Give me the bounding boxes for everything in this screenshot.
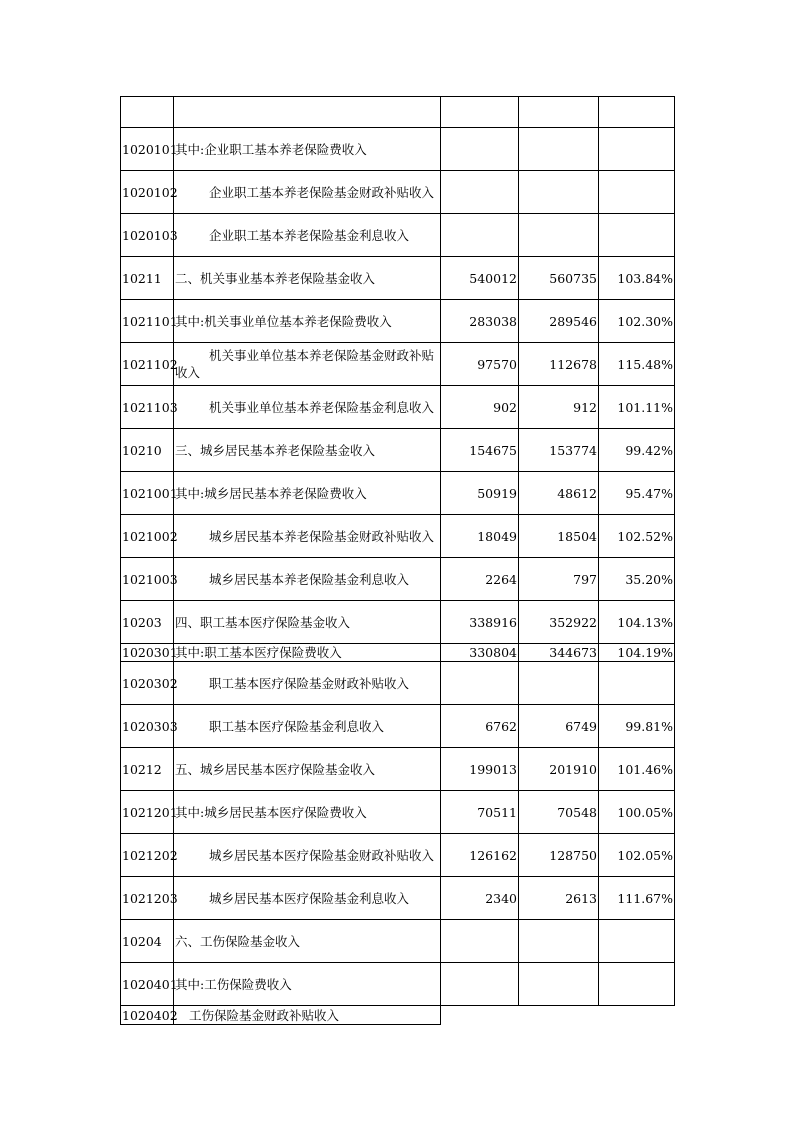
item-name-text: 机关事业单位基本养老保险基金财政补贴收入 — [175, 348, 435, 380]
item-name-cell — [174, 1006, 441, 1025]
code-cell: 1021201 — [121, 791, 174, 834]
percent-cell: 35.20% — [599, 558, 675, 601]
code-cell: 1020102 — [121, 171, 174, 214]
item-name-cell — [174, 171, 441, 214]
code-cell: 10210 — [121, 429, 174, 472]
percent-cell: 95.47% — [599, 472, 675, 515]
item-name-text: 城乡居民基本医疗保险基金财政补贴收入 — [209, 847, 435, 863]
item-name-cell: 其中:城乡居民基本医疗保险费收入 — [174, 791, 441, 834]
item-name-cell: 六、工伤保险基金收入 — [174, 920, 441, 963]
value-2-cell: 48612 — [519, 472, 599, 515]
table-row — [121, 214, 675, 257]
percent-cell — [599, 963, 675, 1006]
value-1-cell: 330804 — [441, 644, 519, 662]
value-2-cell: 2613 — [519, 877, 599, 920]
code-cell: 1020402 — [122, 1007, 178, 1023]
table-row — [121, 662, 675, 705]
percent-cell: 104.13% — [599, 601, 675, 644]
item-name-cell — [174, 214, 441, 257]
value-1-cell: 199013 — [441, 748, 519, 791]
item-name-text: 城乡居民基本养老保险基金利息收入 — [209, 571, 410, 587]
value-1-cell: 902 — [441, 386, 519, 429]
item-name-cell: 其中:机关事业单位基本养老保险费收入 — [174, 300, 441, 343]
table-row — [121, 834, 675, 877]
code-cell: 1020301 — [122, 645, 178, 660]
value-1-cell: 50919 — [441, 472, 519, 515]
value-2-cell — [519, 97, 599, 128]
value-1-cell — [441, 214, 519, 257]
value-1-cell: 283038 — [441, 300, 519, 343]
table-row — [121, 920, 675, 963]
table-row — [121, 257, 675, 300]
item-name-text: 城乡居民基本养老保险基金财政补贴收入 — [209, 528, 435, 544]
item-name-cell: 二、机关事业基本养老保险基金收入 — [174, 257, 441, 300]
item-name-text: 城乡居民基本医疗保险基金利息收入 — [209, 890, 410, 906]
value-1-cell: 97570 — [441, 343, 519, 386]
item-name-cell — [174, 515, 441, 558]
value-1-cell — [441, 1006, 519, 1025]
percent-cell: 99.81% — [599, 705, 675, 748]
item-name-text: 工伤保险基金财政补贴收入 — [189, 1007, 340, 1023]
item-name-cell: 其中:职工基本医疗保险费收入 — [174, 644, 441, 662]
value-2-cell: 128750 — [519, 834, 599, 877]
item-name-cell — [174, 343, 441, 386]
budget-table — [120, 96, 675, 1025]
value-2-cell: 912 — [519, 386, 599, 429]
value-1-cell: 338916 — [441, 601, 519, 644]
value-1-cell — [441, 171, 519, 214]
percent-cell — [599, 1006, 675, 1025]
value-1-cell: 2264 — [441, 558, 519, 601]
table-row — [121, 1006, 675, 1025]
code-cell: 1020303 — [121, 705, 174, 748]
item-name-cell: 其中:工伤保险费收入 — [174, 963, 441, 1006]
value-1-cell — [441, 97, 519, 128]
percent-cell: 102.52% — [599, 515, 675, 558]
value-1-cell: 18049 — [441, 515, 519, 558]
table-row — [121, 558, 675, 601]
percent-cell — [599, 97, 675, 128]
percent-cell — [599, 920, 675, 963]
value-1-cell — [441, 662, 519, 705]
code-cell: 1020401 — [121, 963, 174, 1006]
table-row — [121, 963, 675, 1006]
value-2-cell: 153774 — [519, 429, 599, 472]
value-2-cell — [519, 963, 599, 1006]
value-2-cell: 344673 — [519, 644, 599, 662]
item-name-cell: 其中:企业职工基本养老保险费收入 — [174, 128, 441, 171]
table-row — [121, 791, 675, 834]
code-cell: 1020101 — [121, 128, 174, 171]
percent-cell: 99.42% — [599, 429, 675, 472]
table-row — [121, 429, 675, 472]
code-cell: 1021102 — [121, 343, 174, 386]
item-name-cell: 四、职工基本医疗保险基金收入 — [174, 601, 441, 644]
table-row — [121, 748, 675, 791]
item-name-cell: 其中:城乡居民基本养老保险费收入 — [174, 472, 441, 515]
item-name-cell: 三、城乡居民基本养老保险基金收入 — [174, 429, 441, 472]
percent-cell — [599, 214, 675, 257]
item-name-text: 职工基本医疗保险基金财政补贴收入 — [209, 675, 410, 691]
percent-cell: 102.30% — [599, 300, 675, 343]
item-name-cell — [174, 97, 441, 128]
value-2-cell — [519, 662, 599, 705]
value-2-cell: 560735 — [519, 257, 599, 300]
code-cell: 1021202 — [121, 834, 174, 877]
code-cell: 1021101 — [121, 300, 174, 343]
table-row — [121, 877, 675, 920]
code-cell: 10204 — [121, 920, 174, 963]
item-name-cell: 五、城乡居民基本医疗保险基金收入 — [174, 748, 441, 791]
value-2-cell — [519, 1006, 599, 1025]
code-cell: 1020103 — [121, 214, 174, 257]
percent-cell: 102.05% — [599, 834, 675, 877]
percent-cell — [599, 128, 675, 171]
percent-cell — [599, 662, 675, 705]
table-row — [121, 171, 675, 214]
percent-cell: 101.46% — [599, 748, 675, 791]
value-1-cell: 154675 — [441, 429, 519, 472]
percent-cell: 100.05% — [599, 791, 675, 834]
code-cell: 1021103 — [121, 386, 174, 429]
value-2-cell: 201910 — [519, 748, 599, 791]
item-name-text: 企业职工基本养老保险基金利息收入 — [209, 227, 410, 243]
table-row — [121, 644, 675, 662]
code-cell: 1021203 — [121, 877, 174, 920]
value-2-cell: 289546 — [519, 300, 599, 343]
value-2-cell — [519, 128, 599, 171]
code-cell: 1021002 — [121, 515, 174, 558]
code-cell — [121, 97, 174, 128]
percent-cell: 111.67% — [599, 877, 675, 920]
table-row — [121, 97, 675, 128]
item-name-cell — [174, 558, 441, 601]
percent-cell — [599, 171, 675, 214]
percent-cell: 103.84% — [599, 257, 675, 300]
code-cell: 1021003 — [121, 558, 174, 601]
item-name-cell — [174, 834, 441, 877]
value-1-cell: 2340 — [441, 877, 519, 920]
value-1-cell — [441, 920, 519, 963]
item-name-text: 机关事业单位基本养老保险基金利息收入 — [209, 399, 435, 415]
value-2-cell: 797 — [519, 558, 599, 601]
table-row — [121, 705, 675, 748]
table-row — [121, 386, 675, 429]
code-cell: 1020302 — [121, 662, 174, 705]
table-row — [121, 601, 675, 644]
value-2-cell — [519, 214, 599, 257]
value-1-cell: 70511 — [441, 791, 519, 834]
value-1-cell: 6762 — [441, 705, 519, 748]
value-2-cell — [519, 171, 599, 214]
percent-cell: 101.11% — [599, 386, 675, 429]
percent-cell: 104.19% — [599, 644, 675, 662]
table-row — [121, 343, 675, 386]
code-cell: 10211 — [121, 257, 174, 300]
table-row — [121, 300, 675, 343]
value-2-cell: 18504 — [519, 515, 599, 558]
value-2-cell — [519, 920, 599, 963]
code-cell: 10203 — [121, 601, 174, 644]
value-1-cell: 126162 — [441, 834, 519, 877]
value-1-cell: 540012 — [441, 257, 519, 300]
value-1-cell — [441, 128, 519, 171]
item-name-text: 职工基本医疗保险基金利息收入 — [209, 718, 385, 734]
value-2-cell: 352922 — [519, 601, 599, 644]
item-name-text: 企业职工基本养老保险基金财政补贴收入 — [209, 184, 435, 200]
table-row — [121, 128, 675, 171]
value-2-cell: 6749 — [519, 705, 599, 748]
item-name-cell — [174, 877, 441, 920]
value-1-cell — [441, 963, 519, 1006]
item-name-cell — [174, 386, 441, 429]
item-name-cell — [174, 705, 441, 748]
code-cell: 1021001 — [121, 472, 174, 515]
percent-cell: 115.48% — [599, 343, 675, 386]
table-row — [121, 515, 675, 558]
value-2-cell: 70548 — [519, 791, 599, 834]
code-cell: 10212 — [121, 748, 174, 791]
value-2-cell: 112678 — [519, 343, 599, 386]
item-name-cell — [174, 662, 441, 705]
table-row — [121, 472, 675, 515]
